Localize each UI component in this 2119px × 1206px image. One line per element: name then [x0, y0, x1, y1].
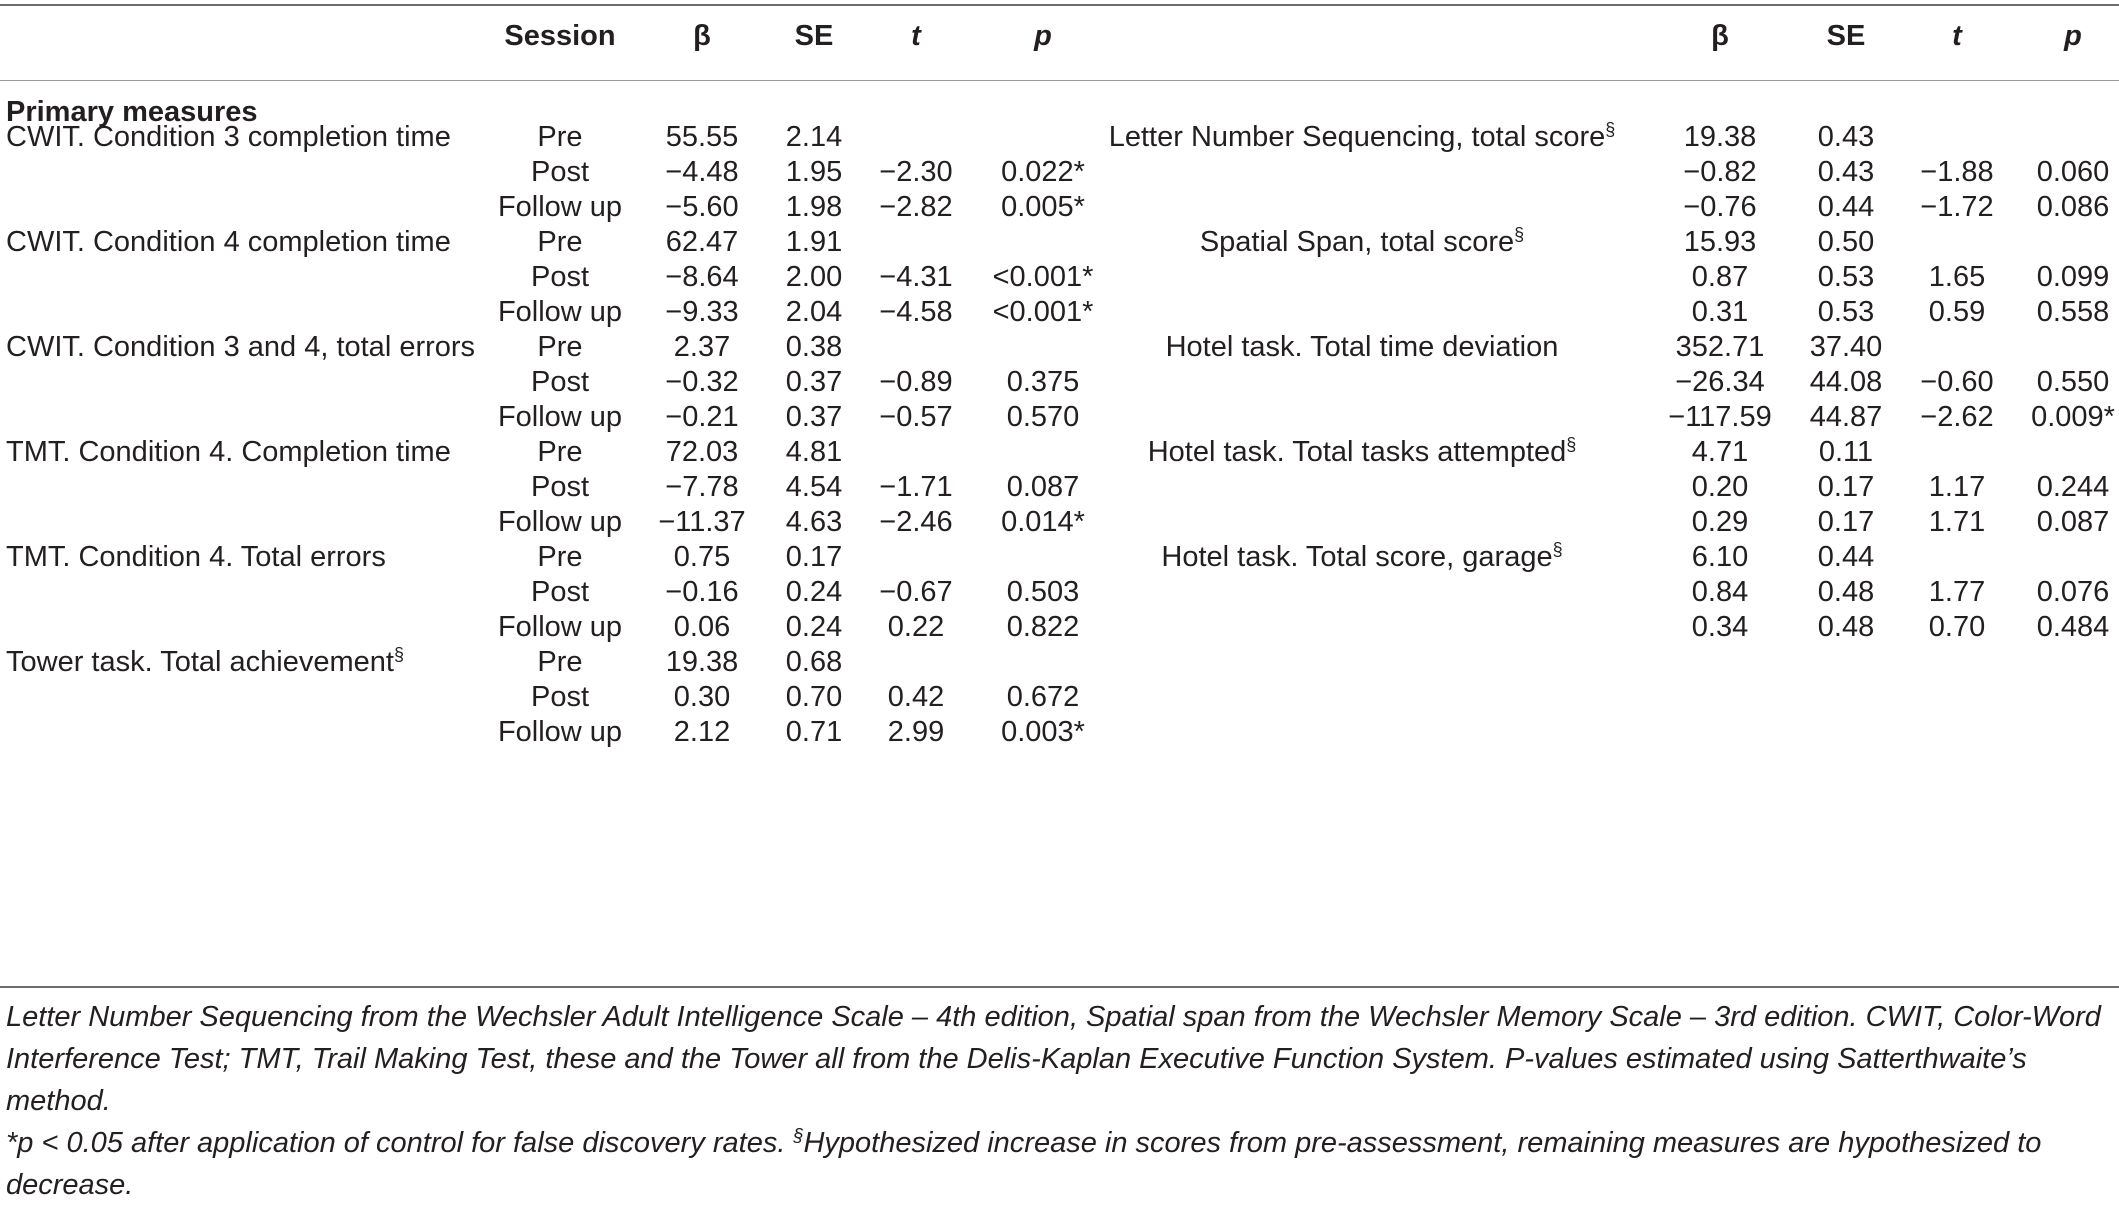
- p-value: 0.087: [1006, 471, 1080, 503]
- se-value-right: 0.17: [1817, 471, 1875, 503]
- section-mark: §: [1552, 539, 1563, 560]
- session-label: Pre: [537, 541, 583, 573]
- header-se: SE: [794, 20, 834, 52]
- se-value: 4.54: [785, 471, 843, 503]
- se-value: 0.37: [785, 366, 843, 398]
- se-value-right: 0.48: [1817, 611, 1875, 643]
- t-value-right: −1.72: [1920, 191, 1994, 223]
- beta-value-right: −0.76: [1683, 191, 1757, 223]
- se-value: 0.38: [785, 331, 843, 363]
- beta-value-right: 0.84: [1691, 576, 1749, 608]
- p-value: 0.672: [1006, 681, 1080, 713]
- t-value: −2.82: [879, 191, 953, 223]
- beta-value: −9.33: [665, 296, 739, 328]
- session-label: Follow up: [497, 296, 623, 328]
- se-value: 1.91: [785, 226, 843, 258]
- beta-value-right: 0.31: [1691, 296, 1749, 328]
- bottom-rule: [0, 986, 2119, 988]
- beta-value-right: 352.71: [1675, 331, 1765, 363]
- footnote-line-3: [6, 1122, 2112, 1206]
- session-label: Pre: [537, 646, 583, 678]
- session-label: Follow up: [497, 611, 623, 643]
- p-value: 0.570: [1006, 401, 1080, 433]
- beta-value-right: 0.34: [1691, 611, 1749, 643]
- p-value: 0.503: [1006, 576, 1080, 608]
- measure-label-right: Hotel task. Total time deviation: [1165, 331, 1559, 363]
- beta-value: 55.55: [665, 121, 739, 153]
- session-label: Post: [530, 366, 590, 398]
- session-label: Follow up: [497, 506, 623, 538]
- beta-value-right: 19.38: [1683, 121, 1757, 153]
- session-label: Pre: [537, 436, 583, 468]
- p-value-right: 0.086: [2036, 191, 2110, 223]
- se-value: 1.98: [785, 191, 843, 223]
- t-value-right: 0.59: [1928, 296, 1986, 328]
- beta-value: −0.21: [665, 401, 739, 433]
- session-label: Follow up: [497, 716, 623, 748]
- t-value: −0.57: [879, 401, 953, 433]
- measure-label: CWIT. Condition 4 completion time: [6, 226, 451, 258]
- measure-label-right: Spatial Span, total score§: [1199, 224, 1525, 258]
- se-value-right: 0.53: [1817, 296, 1875, 328]
- session-label: Follow up: [497, 191, 623, 223]
- p-value-right: 0.558: [2036, 296, 2110, 328]
- beta-value-right: 15.93: [1683, 226, 1757, 258]
- t-value: −0.67: [879, 576, 953, 608]
- session-label: Post: [530, 261, 590, 293]
- t-value-right: −2.62: [1920, 401, 1994, 433]
- t-value-right: 0.70: [1928, 611, 1986, 643]
- p-value: 0.822: [1006, 611, 1080, 643]
- measure-label: TMT. Condition 4. Completion time: [6, 436, 451, 468]
- p-value-right: 0.244: [2036, 471, 2110, 503]
- header-session: Session: [504, 20, 616, 52]
- measure-label: CWIT. Condition 3 completion time: [6, 121, 451, 153]
- header-t: t: [911, 20, 921, 52]
- session-label: Pre: [537, 226, 583, 258]
- session-label: Follow up: [497, 401, 623, 433]
- se-value-right: 0.44: [1817, 191, 1875, 223]
- t-value: −4.58: [879, 296, 953, 328]
- p-value-right: 0.550: [2036, 366, 2110, 398]
- se-value: 0.17: [785, 541, 843, 573]
- beta-value: −8.64: [665, 261, 739, 293]
- measure-label: TMT. Condition 4. Total errors: [6, 541, 386, 573]
- beta-value: 0.30: [673, 681, 731, 713]
- header-p: p: [1034, 20, 1052, 52]
- measure-label-right: Hotel task. Total score, garage§: [1161, 539, 1563, 573]
- table-footnote: [6, 996, 2112, 1206]
- section-mark: §: [1566, 434, 1577, 455]
- t-value: −1.71: [879, 471, 953, 503]
- se-value-right: 37.40: [1809, 331, 1883, 363]
- beta-value: 62.47: [665, 226, 739, 258]
- footnote-line-3a: *p < 0.05 after application of control for false discovery rates.: [6, 1127, 794, 1159]
- beta-value-right: −0.82: [1683, 156, 1757, 188]
- footnote-line-1: Letter Number Sequencing from the Wechsler Adult Intelligence Scale – 4th edition, Spatial span from the Wechsler Memory Scale – 3rd edition. CWIT, Color-Word: [6, 1001, 2101, 1033]
- t-value-right: 1.71: [1928, 506, 1986, 538]
- beta-value: −0.16: [665, 576, 739, 608]
- beta-value-right: −117.59: [1668, 401, 1772, 433]
- t-value: −4.31: [879, 261, 953, 293]
- measure-label: Tower task. Total achievement§: [6, 644, 404, 678]
- beta-value: 2.37: [673, 331, 731, 363]
- session-label: Post: [530, 471, 590, 503]
- se-value: 0.70: [785, 681, 843, 713]
- se-value-right: 44.87: [1809, 401, 1883, 433]
- t-value-right: 1.17: [1928, 471, 1986, 503]
- se-value: 2.00: [785, 261, 843, 293]
- se-value-right: 0.11: [1818, 436, 1874, 468]
- header-t-right: t: [1952, 20, 1962, 52]
- beta-value: −5.60: [665, 191, 739, 223]
- p-value: 0.014*: [1001, 506, 1085, 538]
- se-value: 1.95: [785, 156, 843, 188]
- t-value: −0.89: [879, 366, 953, 398]
- se-value: 0.68: [785, 646, 843, 678]
- measure-label-right: Letter Number Sequencing, total score§: [1108, 119, 1616, 153]
- p-value: <0.001*: [992, 261, 1094, 293]
- footnote-section-mark: §: [793, 1125, 804, 1146]
- header-rule: [0, 80, 2119, 81]
- se-value: 4.63: [785, 506, 843, 538]
- t-value-right: −0.60: [1920, 366, 1994, 398]
- beta-value: −0.32: [665, 366, 739, 398]
- beta-value-right: 4.71: [1691, 436, 1749, 468]
- t-value: −2.46: [879, 506, 953, 538]
- top-rule: [0, 4, 2119, 6]
- beta-value: −7.78: [665, 471, 739, 503]
- session-label: Pre: [537, 121, 583, 153]
- header-p-right: p: [2064, 20, 2082, 52]
- t-value-right: 1.77: [1928, 576, 1986, 608]
- p-value-right: 0.076: [2036, 576, 2110, 608]
- se-value-right: 0.43: [1817, 121, 1875, 153]
- t-value-right: −1.88: [1920, 156, 1994, 188]
- se-value-right: 0.43: [1817, 156, 1875, 188]
- p-value-right: 0.060: [2036, 156, 2110, 188]
- measure-label: CWIT. Condition 3 and 4, total errors: [6, 331, 476, 363]
- beta-value-right: 0.87: [1691, 261, 1749, 293]
- session-label: Post: [530, 156, 590, 188]
- beta-value: −4.48: [665, 156, 739, 188]
- se-value-right: 0.53: [1817, 261, 1875, 293]
- se-value: 2.14: [785, 121, 843, 153]
- session-label: Post: [530, 681, 590, 713]
- p-value-right: 0.099: [2036, 261, 2110, 293]
- t-value: 0.42: [887, 681, 945, 713]
- header-se-right: SE: [1826, 20, 1866, 52]
- se-value: 0.24: [785, 576, 843, 608]
- section-title: Primary measures: [6, 96, 258, 128]
- se-value-right: 0.17: [1817, 506, 1875, 538]
- section-mark: §: [1514, 224, 1525, 245]
- beta-value-right: −26.34: [1675, 366, 1765, 398]
- beta-value: 72.03: [665, 436, 739, 468]
- beta-value: 0.75: [673, 541, 731, 573]
- p-value-right: 0.484: [2036, 611, 2110, 643]
- p-value-right: 0.087: [2036, 506, 2110, 538]
- beta-value: 19.38: [665, 646, 739, 678]
- section-mark: §: [1605, 119, 1616, 140]
- beta-value: 2.12: [673, 716, 731, 748]
- p-value: 0.022*: [1001, 156, 1085, 188]
- beta-value: 0.06: [673, 611, 731, 643]
- se-value-right: 0.50: [1817, 226, 1875, 258]
- section-mark: §: [393, 644, 404, 665]
- beta-value-right: 0.20: [1691, 471, 1749, 503]
- se-value: 0.24: [785, 611, 843, 643]
- se-value-right: 0.44: [1817, 541, 1875, 573]
- header-beta: β: [693, 20, 711, 52]
- beta-value: −11.37: [658, 506, 746, 538]
- session-label: Pre: [537, 331, 583, 363]
- measure-label-right: Hotel task. Total tasks attempted§: [1147, 434, 1577, 468]
- t-value: 2.99: [887, 716, 945, 748]
- p-value: 0.005*: [1001, 191, 1085, 223]
- header-beta-right: β: [1711, 20, 1729, 52]
- p-value: 0.003*: [1001, 716, 1085, 748]
- se-value: 2.04: [785, 296, 843, 328]
- se-value-right: 44.08: [1809, 366, 1883, 398]
- beta-value-right: 0.29: [1691, 506, 1749, 538]
- beta-value-right: 6.10: [1691, 541, 1749, 573]
- p-value-right: 0.009*: [2031, 401, 2115, 433]
- t-value: 0.22: [887, 611, 945, 643]
- p-value: 0.375: [1006, 366, 1080, 398]
- t-value-right: 1.65: [1928, 261, 1986, 293]
- se-value-right: 0.48: [1817, 576, 1875, 608]
- session-label: Post: [530, 576, 590, 608]
- se-value: 4.81: [785, 436, 843, 468]
- se-value: 0.71: [785, 716, 843, 748]
- footnote-line-2: Interference Test; TMT, Trail Making Test, these and the Tower all from the Delis-Kaplan Executive Function System. P-values estimated using Satterthwaite’s method.: [6, 1043, 2027, 1117]
- t-value: −2.30: [879, 156, 953, 188]
- p-value: <0.001*: [992, 296, 1094, 328]
- footnote-line-3b: Hypothesized increase in scores from pre-assessment, remaining measures are hypothesized to decrease.: [6, 1127, 2042, 1201]
- se-value: 0.37: [785, 401, 843, 433]
